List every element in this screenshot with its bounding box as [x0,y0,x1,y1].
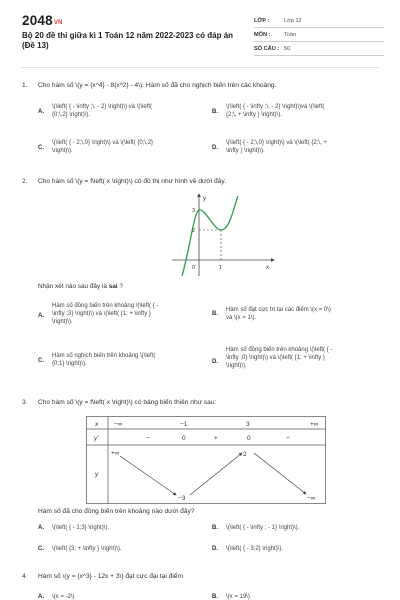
option-label: C. [38,546,44,552]
question-number: 2. [22,178,28,185]
graph-tick-x: 1 [219,265,223,271]
question-text: Cho hàm số \(y = {x^4} - 8{x^2} - 4\). Hàm số đã cho nghịch biến trên các khoảng. [38,82,277,89]
table-cell: − [286,435,290,442]
option-label: B. [212,525,218,531]
option-text: \(\left( { - \infty ;\, - 2} \right)\) và \(\left( {0;\,2} \right)\). [52,104,153,118]
option-text: Hàm số đồng biến trên khoảng \(\left( { - \infty ;0} \right)\) và \(\left( {1; + \infty } \right)\). [226,347,333,369]
document-header [0,0,400,66]
option-text: \(\left( { - 2;\,0} \right)\) và \(\left( {0;\,2} \right)\). [52,140,154,154]
table-cell: −∞ [114,421,123,428]
option-label: A. [38,525,44,531]
meta-value: 50 [284,46,291,52]
graph-tick-y2: 2 [192,228,196,234]
option-label: D. [212,359,218,365]
table-cell: −3 [178,495,186,502]
option-text: Hàm số đạt cực trị tại các điểm \(x = 0\) và \(x = 1\). [226,307,331,321]
table-cell: −1 [180,421,188,428]
option-label: B. [212,109,218,115]
variation-arrow [254,453,306,494]
question-number: 1. [22,82,28,89]
table-cell: −∞ [307,495,316,502]
question-text: Hàm số \(y = {x^3} - 12x + 3\) đạt cực đại tại điểm [38,573,183,580]
meta-value: Toán [284,32,297,38]
variation-table [86,416,326,504]
option-text: \(\left( { - 3;2} \right)\). [226,546,284,552]
option-text: \(\left( { - \infty ; - 1} \right)\). [226,525,300,531]
header-divider [20,67,380,68]
variation-arrow [190,453,242,495]
option-label: A. [38,109,44,115]
option-text: \(x = -2\) [52,594,75,600]
meta-key: LỚP : [254,18,270,24]
table-cell: +∞ [310,421,319,428]
meta-key: SỐ CÂU : [254,46,280,52]
option-text: \(\left( {3; + \infty } \right)\). [52,546,122,552]
question-number: 4. [22,573,28,580]
function-curve [182,196,238,276]
option-label: C. [38,145,44,151]
option-label: B. [212,311,218,317]
table-cell: y' [94,435,99,442]
question-number: 3. [22,399,28,406]
graph-y-label: y [203,196,206,202]
question-2-prompt: Nhận xét nào sau đây là sai ? [38,283,123,290]
option-label: D. [212,145,218,151]
site-logo[interactable] [22,13,63,28]
meta-row-subject [254,30,384,42]
graph-origin-label: 0 [192,265,196,271]
table-cell: +∞ [111,450,120,457]
table-cell: + [214,435,218,442]
logo-suffix: VN [53,20,63,26]
meta-row-class [254,16,384,28]
meta-key: MÔN : [254,32,271,38]
document-title: Bộ 20 đề thi giữa kì 1 Toán 12 năm 2022-2023 có đáp án (Đề 13) [22,31,234,50]
function-graph [170,190,280,278]
option-text: \(x = 19\) [226,594,250,600]
question-text: Cho hàm số \(y = f\left( x \right)\) có đồ thị như hình vẽ dưới đây. [38,178,227,185]
logo-text: 2048 [22,13,53,28]
table-cell: y [95,471,99,478]
meta-row-count [254,44,384,56]
table-cell: 0 [247,435,251,442]
table-cell: 2 [243,451,247,458]
option-text: Hàm số đồng biến trên khoảng \(\left( { - \infty ;3} \right)\) và \(\left( {1; + \infty } \right)\). [52,303,159,325]
option-label: D. [212,546,218,552]
option-text: \(\left( { - \infty ;\, - 2} \right)\)và \(\left( {2;\, + \infty } \right)\). [226,104,325,118]
option-label: C. [38,358,44,364]
emphasis-sai: sai [108,283,118,290]
table-cell: x [95,421,99,428]
question-text: Cho hàm số \(y = f\left( x \right)\) có bảng biến thiên như sau: [38,399,217,406]
table-cell: 0 [182,435,186,442]
document-page: 2048VN Bộ 20 đề thi giữa kì 1 Toán 12 năm 2022-2023 có đáp án (Đề 13) LỚP : Lớp 12 MÔN : Toán SỐ CÂU : 50 1. Cho hàm số \(y = {x^4} - 8{x^2} - 4\). Hàm số đã cho nghịch biến trên các khoảng. A. \(\left( { - \infty ;\, - 2} \right)\) và \(\left( {0;\,2} \right)\). B. \(\left( { - \infty ;\, - 2} \right)\)và \(\left( {2;\, + \infty } \right)\). C. \(\left( { - 2;\,0} \right)\) và \(\left( {0;\,2} \right)\). D. \(\left( { - 2;\,0} \right)\) và \(\left( {2;\, + \infty } \right)\). 2. Cho hàm số \(y = f\left( x \right)\) có đồ thị như hình vẽ dưới đây. y x 0 1 3 2 Nhận xét nào sau đây là sai ? A. Hàm số đồng biến trên khoảng \(\left( { - \infty ;3} \right)\) và \(\left( {1; + \infty } \right)\). B. Hàm số đạt cực trị tại các điểm \(x = 0\) và \(x = 1\). C. Hàm số nghịch biến trên khoảng \(\left( {0;1} \right)\). D. Hàm số đồng biến trên khoảng \(\left( { - \infty ;0} \right)\) và \(\left( {1; + \infty } \right)\). 3. Cho hàm số \(y = f\left( x \right)\) có bảng biến thiên như sau: x −∞ −1 3 +∞ y' − 0 + 0 − y +∞ −3 2 −∞ Hàm số đã cho đồng biến trên khoảng nào dưới đây? A. \(\left( { - 1;3} \right)\). B. \(\left( { - \infty ; - 1} \right)\). C. \(\left( {3; + \infty } \right)\). D. \(\left( { - 3;2} \right)\). 4. Hàm số \(y = {x^3} - 12x + 3\) đạt cực đại tại điểm A. \(x = -2\) B. \(x = 19\) [0,0,400,600]
option-text: Hàm số nghịch biến trên khoảng \(\left( {0;1} \right)\). [52,353,156,367]
meta-value: Lớp 12 [284,18,302,24]
table-cell: 3 [246,421,250,428]
option-text: \(\left( { - 2;\,0} \right)\) và \(\left( {2;\, + \infty } \right)\). [226,140,327,154]
variation-arrow [120,456,176,495]
option-label: B. [212,594,218,600]
graph-x-label: x [266,265,269,271]
graph-tick-y1: 3 [192,208,196,214]
option-label: A. [38,313,44,319]
option-text: \(\left( { - 1;3} \right)\). [52,525,110,531]
option-label: A. [38,594,44,600]
table-cell: − [146,435,150,442]
